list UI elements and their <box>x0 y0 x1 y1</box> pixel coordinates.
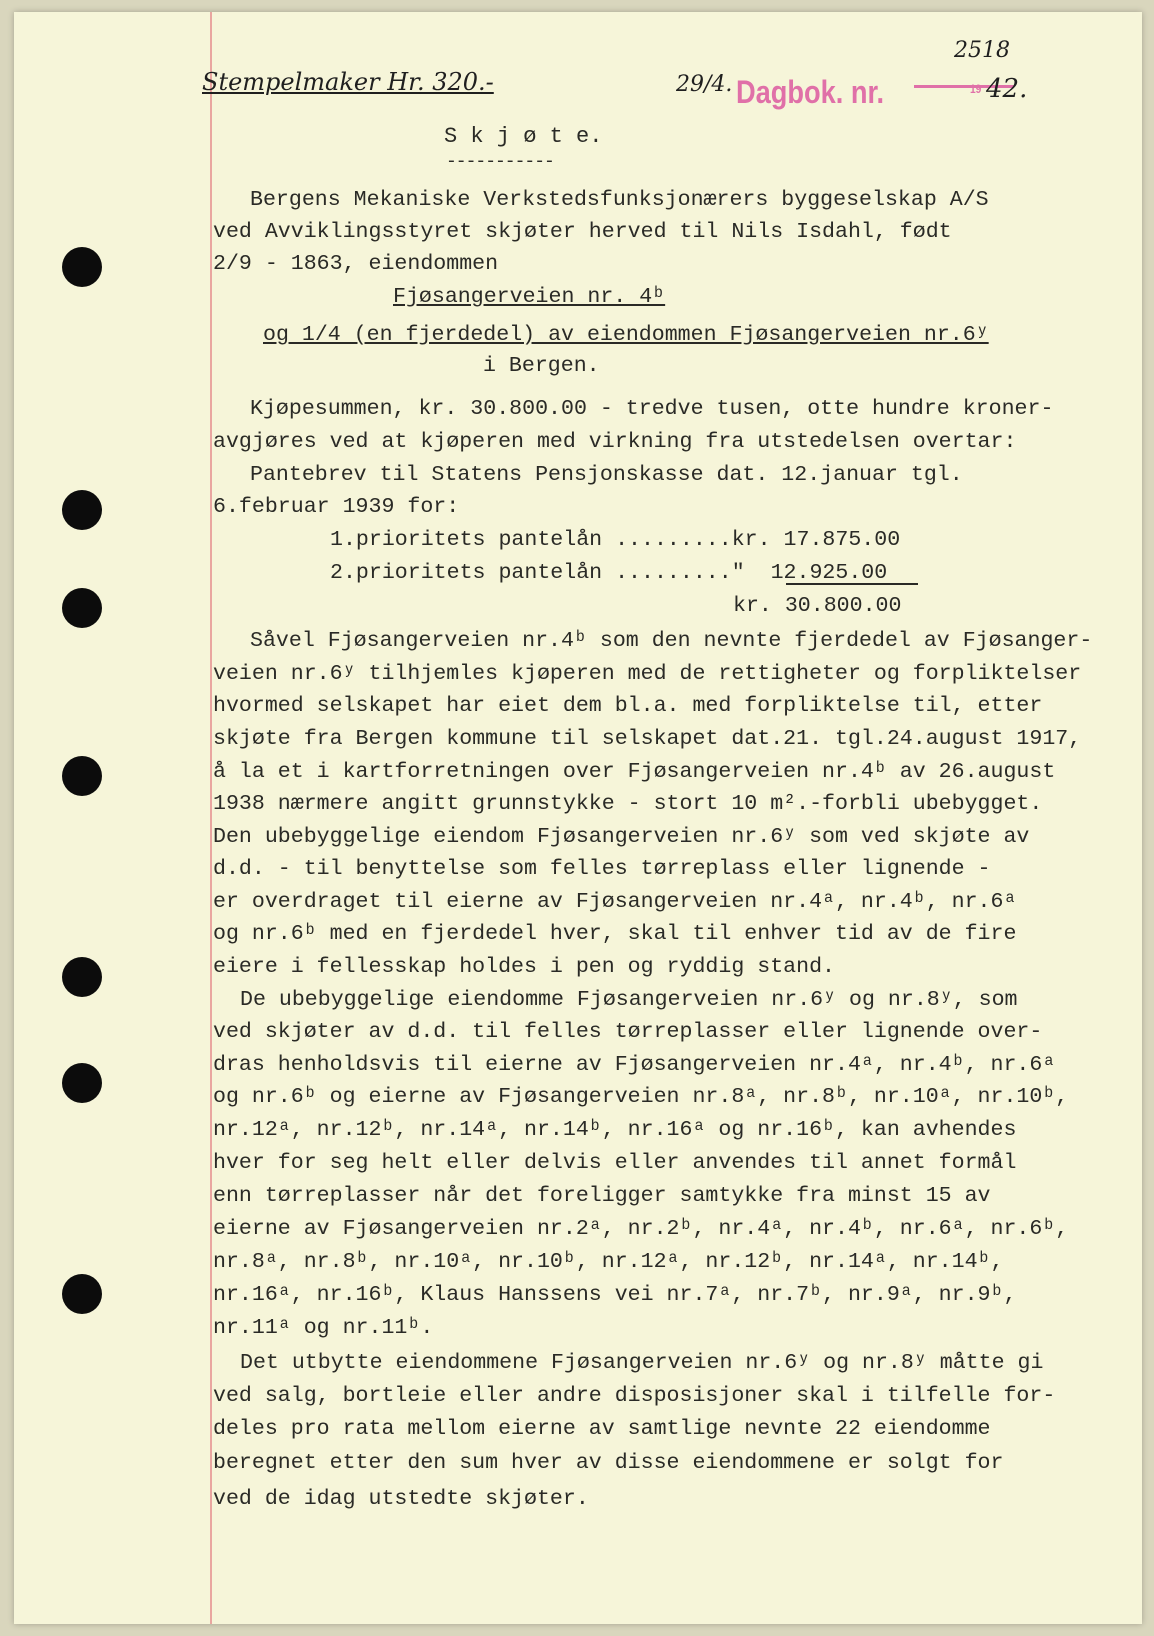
journal-year: 42. <box>986 74 1028 104</box>
text-line: og 1/4 (en fjerdedel) av eiendommen Fjøsangerveien nr.6ʸ <box>263 323 989 347</box>
text-line: nr.11ᵃ og nr.11ᵇ. <box>213 1316 434 1340</box>
text-line: beregnet etter den sum hver av disse eiendommene er solgt for <box>213 1451 1004 1475</box>
text-line: eiere i fellesskap holdes i pen og ryddig stand. <box>213 955 836 979</box>
punch-hole <box>62 957 102 997</box>
text-line: 6.februar 1939 for: <box>213 495 460 519</box>
text-line: 1.prioritets pantelån .........kr. 17.875.00 <box>330 528 901 552</box>
text-line: Bergens Mekaniske Verkstedsfunksjonærers byggeselskap A/S <box>250 188 989 212</box>
text-line: 2/9 - 1863, eiendommen <box>213 252 499 276</box>
text-line: Såvel Fjøsangerveien nr.4ᵇ som den nevnte fjerdedel av Fjøsanger- <box>250 629 1093 653</box>
title-underline: ----------- <box>446 152 554 172</box>
text-line: Den ubebyggelige eiendom Fjøsangerveien nr.6ʸ som ved skjøte av <box>213 825 1030 849</box>
handwritten-date: 29/4. <box>676 72 733 97</box>
text-line: 2.prioritets pantelån ........." 12.925.00 <box>330 561 888 585</box>
text-line: eierne av Fjøsangerveien nr.2ᵃ, nr.2ᵇ, nr.4ᵃ, nr.4ᵇ, nr.6ᵃ, nr.6ᵇ, <box>213 1217 1069 1241</box>
margin-rule <box>210 12 212 1624</box>
text-line: kr. 30.800.00 <box>733 594 902 618</box>
text-line: enn tørreplasser når det foreligger samtykke fra minst 15 av <box>213 1184 991 1208</box>
text-line: er overdraget til eierne av Fjøsangerveien nr.4ᵃ, nr.4ᵇ, nr.6ᵃ <box>213 890 1017 914</box>
text-line: skjøte fra Bergen kommune til selskapet dat.21. tgl.24.august 1917, <box>213 727 1082 751</box>
text-line: De ubebyggelige eiendomme Fjøsangerveien nr.6ʸ og nr.8ʸ, som <box>240 988 1018 1012</box>
punch-hole <box>62 247 102 287</box>
journal-stamp: Dagbok. nr. <box>736 74 885 110</box>
punch-hole <box>62 588 102 628</box>
text-line: i Bergen. <box>483 354 600 378</box>
text-line: hver for seg helt eller delvis eller anvendes til annet formål <box>213 1151 1017 1175</box>
document-page <box>14 12 1142 1624</box>
text-line: ved skjøter av d.d. til felles tørreplasser eller lignende over- <box>213 1020 1043 1044</box>
text-line: å la et i kartforretningen over Fjøsangerveien nr.4ᵇ av 26.august <box>213 760 1056 784</box>
text-line: og nr.6ᵇ med en fjerdedel hver, skal til enhver tid av de fire <box>213 922 1017 946</box>
punch-hole <box>62 1063 102 1103</box>
text-line: hvormed selskapet har eiet dem bl.a. med forpliktelse til, etter <box>213 694 1043 718</box>
text-line: Pantebrev til Statens Pensjonskasse dat. 12.januar tgl. <box>250 463 963 487</box>
journal-number: 2518 <box>954 38 1010 63</box>
document-title: S k j ø t e. <box>444 124 603 149</box>
punch-hole <box>62 1274 102 1314</box>
text-line: nr.12ᵃ, nr.12ᵇ, nr.14ᵃ, nr.14ᵇ, nr.16ᵃ og nr.16ᵇ, kan avhendes <box>213 1118 1017 1142</box>
punch-hole <box>62 756 102 796</box>
text-line: 1938 nærmere angitt grunnstykke - stort 10 m².-forbli ubebygget. <box>213 792 1043 816</box>
text-line: d.d. - til benyttelse som felles tørreplass eller lignende - <box>213 857 991 881</box>
stamp-year-prefix: 19 <box>970 82 982 96</box>
text-line: Kjøpesummen, kr. 30.800.00 - tredve tusen, otte hundre kroner- <box>250 397 1054 421</box>
text-line: avgjøres ved at kjøperen med virkning fra utstedelsen overtar: <box>213 430 1017 454</box>
text-line: ved de idag utstedte skjøter. <box>213 1487 589 1511</box>
text-line: dras henholdsvis til eierne av Fjøsangerveien nr.4ᵃ, nr.4ᵇ, nr.6ᵃ <box>213 1053 1056 1077</box>
text-line: nr.16ᵃ, nr.16ᵇ, Klaus Hanssens vei nr.7ᵃ, nr.7ᵇ, nr.9ᵃ, nr.9ᵇ, <box>213 1283 1017 1307</box>
text-line: ved Avviklingsstyret skjøter herved til Nils Isdahl, født <box>213 220 952 244</box>
text-line: ved salg, bortleie eller andre disposisjoner skal i tilfelle for- <box>213 1384 1056 1408</box>
handwritten-reference: Stempelmaker Hr. 320.- <box>202 68 494 96</box>
text-line: deles pro rata mellom eierne av samtlige nevnte 22 eiendomme <box>213 1417 991 1441</box>
punch-hole <box>62 490 102 530</box>
text-line: og nr.6ᵇ og eierne av Fjøsangerveien nr.8ᵃ, nr.8ᵇ, nr.10ᵃ, nr.10ᵇ, <box>213 1085 1069 1109</box>
text-line: Det utbytte eiendommene Fjøsangerveien nr.6ʸ og nr.8ʸ måtte gi <box>240 1351 1044 1375</box>
text-line: veien nr.6ʸ tilhjemles kjøperen med de rettigheter og forpliktelser <box>213 662 1082 686</box>
text-line: nr.8ᵃ, nr.8ᵇ, nr.10ᵃ, nr.10ᵇ, nr.12ᵃ, nr.12ᵇ, nr.14ᵃ, nr.14ᵇ, <box>213 1250 1004 1274</box>
text-line: Fjøsangerveien nr. 4ᵇ <box>393 285 666 309</box>
